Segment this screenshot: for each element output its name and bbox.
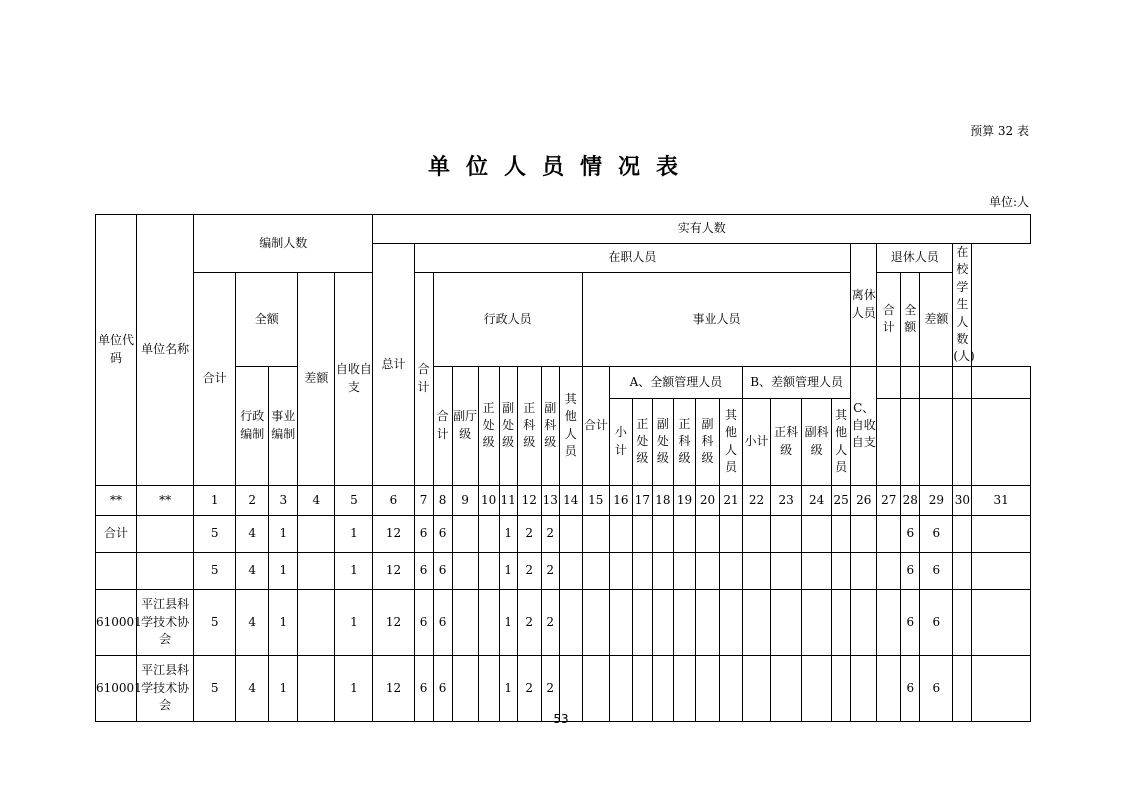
col-admin-staff: 行政人员 xyxy=(433,273,582,367)
table-cell xyxy=(720,552,743,589)
col-a-deputy-div: 副处级 xyxy=(652,398,673,485)
table-cell: 1 xyxy=(269,552,298,589)
table-cell: ** xyxy=(137,485,194,515)
col-a-chief-sec: 正科级 xyxy=(673,398,695,485)
table-cell xyxy=(582,552,609,589)
table-cell xyxy=(582,515,609,552)
col-staff-total: 合计 xyxy=(194,273,236,486)
table-cell xyxy=(632,589,652,655)
table-cell xyxy=(609,552,632,589)
table-cell: 1 xyxy=(335,515,373,552)
table-cell xyxy=(695,589,719,655)
table-cell: 12 xyxy=(373,515,414,552)
table-cell xyxy=(720,589,743,655)
table-cell: 6 xyxy=(920,589,953,655)
table-row xyxy=(96,589,1031,655)
table-cell: 9 xyxy=(452,485,478,515)
table-cell xyxy=(877,589,901,655)
table-cell: 5 xyxy=(335,485,373,515)
table-cell xyxy=(478,589,499,655)
table-cell: 610001 xyxy=(96,589,137,655)
col-deputy-sec: 副科级 xyxy=(541,366,559,485)
table-cell xyxy=(953,589,972,655)
table-cell: 6 xyxy=(920,655,953,721)
table-cell: 30 xyxy=(953,485,972,515)
table-cell: 6 xyxy=(901,589,920,655)
table-cell: 2 xyxy=(541,589,559,655)
table-cell: 2 xyxy=(517,552,541,589)
table-cell xyxy=(559,515,582,552)
table-cell: 25 xyxy=(832,485,851,515)
table-cell: 13 xyxy=(541,485,559,515)
table-cell: 6 xyxy=(433,515,452,552)
col-grand-total: 总计 xyxy=(373,244,414,486)
table-cell xyxy=(96,552,137,589)
col-in-total: 合计 xyxy=(414,273,433,486)
page-title: 单位人员情况表 xyxy=(427,154,694,180)
table-cell xyxy=(137,515,194,552)
table-cell xyxy=(298,515,335,552)
table-cell: ** xyxy=(96,485,137,515)
form-number: 预算 32 表 xyxy=(970,124,1029,138)
table-cell xyxy=(559,589,582,655)
table-cell: 7 xyxy=(414,485,433,515)
table-cell: 2 xyxy=(517,655,541,721)
table-cell xyxy=(851,515,877,552)
col-b-other: 其他人员 xyxy=(832,398,851,485)
table-cell: 2 xyxy=(541,655,559,721)
col-actual: 实有人数 xyxy=(373,215,1031,244)
table-cell xyxy=(771,552,802,589)
col-deputy-dept: 副厅级 xyxy=(452,366,478,485)
table-cell xyxy=(972,515,1031,552)
table-cell: 1 xyxy=(269,655,298,721)
table-cell xyxy=(298,589,335,655)
table-cell: 1 xyxy=(499,655,517,721)
table-cell xyxy=(652,515,673,552)
table-cell xyxy=(582,589,609,655)
col-a-chief-div: 正处级 xyxy=(632,398,652,485)
table-cell xyxy=(953,515,972,552)
col-retired-diff: 差额 xyxy=(920,273,953,367)
table-cell: 12 xyxy=(373,552,414,589)
table-cell xyxy=(802,552,832,589)
table-cell xyxy=(673,552,695,589)
table-cell xyxy=(609,515,632,552)
table-cell xyxy=(695,515,719,552)
col-a-group: A、全额管理人员 xyxy=(609,366,742,398)
table-cell: 平江县科学技术协会 xyxy=(137,655,194,721)
table-cell: 6 xyxy=(433,552,452,589)
table-cell: 合计 xyxy=(96,515,137,552)
table-cell xyxy=(452,589,478,655)
table-cell: 22 xyxy=(743,485,771,515)
col-inst-post: 事业编制 xyxy=(269,366,298,485)
table-cell: 3 xyxy=(269,485,298,515)
table-cell xyxy=(802,589,832,655)
col-deputy-div: 副处级 xyxy=(499,366,517,485)
table-cell xyxy=(877,552,901,589)
col-inst-staff: 事业人员 xyxy=(582,273,850,367)
col-a-deputy-sec: 副科级 xyxy=(695,398,719,485)
col-retired-total: 合计 xyxy=(877,273,901,367)
table-cell xyxy=(743,515,771,552)
table-cell: 1 xyxy=(269,589,298,655)
table-cell: 6 xyxy=(414,655,433,721)
table-cell: 2 xyxy=(541,515,559,552)
table-cell: 6 xyxy=(414,515,433,552)
table-cell: 6 xyxy=(414,589,433,655)
col-diff: 差额 xyxy=(298,273,335,486)
table-cell xyxy=(652,589,673,655)
table-cell xyxy=(632,515,652,552)
col-a-subtotal: 小计 xyxy=(609,398,632,485)
table-cell: 6 xyxy=(373,485,414,515)
table-cell xyxy=(832,552,851,589)
col-staffing: 编制人数 xyxy=(194,215,373,273)
table-cell xyxy=(652,552,673,589)
table-cell: 6 xyxy=(901,515,920,552)
table-cell xyxy=(972,589,1031,655)
table-cell: 8 xyxy=(433,485,452,515)
col-b-deputy-sec: 副科级 xyxy=(802,398,832,485)
table-cell xyxy=(632,552,652,589)
table-cell xyxy=(771,589,802,655)
col-b-subtotal: 小计 xyxy=(743,398,771,485)
table-cell: 12 xyxy=(373,655,414,721)
col-retired: 退休人员 xyxy=(877,244,953,273)
table-cell: 10 xyxy=(478,485,499,515)
table-cell xyxy=(452,515,478,552)
table-cell xyxy=(478,552,499,589)
table-cell xyxy=(771,515,802,552)
table-cell xyxy=(743,552,771,589)
table-cell xyxy=(832,589,851,655)
table-cell xyxy=(743,589,771,655)
table-cell: 11 xyxy=(499,485,517,515)
table-row xyxy=(96,552,1031,589)
table-cell: 5 xyxy=(194,589,236,655)
table-cell: 平江县科学技术协会 xyxy=(137,589,194,655)
table-cell: 31 xyxy=(972,485,1031,515)
col-retired-cadre: 离休人员 xyxy=(851,244,877,367)
table-cell: 28 xyxy=(901,485,920,515)
col-b-group: B、差额管理人员 xyxy=(743,366,851,398)
table-cell: 6 xyxy=(920,552,953,589)
col-chief-div: 正处级 xyxy=(478,366,499,485)
col-admin-total: 合计 xyxy=(433,366,452,485)
staff-table xyxy=(95,214,1031,722)
index-row xyxy=(96,485,1031,515)
table-cell: 1 xyxy=(335,655,373,721)
table-cell: 2 xyxy=(517,515,541,552)
col-full: 全额 xyxy=(236,273,298,367)
table-cell: 4 xyxy=(236,552,269,589)
table-cell: 29 xyxy=(920,485,953,515)
table-cell xyxy=(137,552,194,589)
table-cell: 21 xyxy=(720,485,743,515)
table-cell: 15 xyxy=(582,485,609,515)
table-cell: 4 xyxy=(236,655,269,721)
table-cell: 23 xyxy=(771,485,802,515)
table-cell xyxy=(953,552,972,589)
table-cell: 6 xyxy=(433,655,452,721)
col-other: 其他人员 xyxy=(559,366,582,485)
table-row xyxy=(96,515,1031,552)
table-cell: 18 xyxy=(652,485,673,515)
table-cell: 6 xyxy=(901,552,920,589)
table-cell: 12 xyxy=(373,589,414,655)
col-inst-total: 合计 xyxy=(582,366,609,485)
table-cell: 5 xyxy=(194,515,236,552)
col-self: 自收自支 xyxy=(335,273,373,486)
table-cell xyxy=(559,552,582,589)
table-cell xyxy=(452,552,478,589)
unit-label: 单位:人 xyxy=(988,195,1029,209)
table-cell: 1 xyxy=(499,589,517,655)
table-cell: 19 xyxy=(673,485,695,515)
table-cell xyxy=(832,515,851,552)
table-cell: 4 xyxy=(298,485,335,515)
table-cell xyxy=(851,589,877,655)
table-cell: 1 xyxy=(499,552,517,589)
table-cell: 1 xyxy=(335,552,373,589)
table-cell: 1 xyxy=(499,515,517,552)
table-cell: 24 xyxy=(802,485,832,515)
col-unit-name: 单位名称 xyxy=(137,215,194,486)
table-cell: 6 xyxy=(920,515,953,552)
table-cell: 20 xyxy=(695,485,719,515)
table-cell: 12 xyxy=(517,485,541,515)
table-cell xyxy=(802,515,832,552)
table-cell xyxy=(673,589,695,655)
table-cell: 5 xyxy=(194,655,236,721)
col-unit-code: 单位代码 xyxy=(96,215,137,486)
col-retired-full: 全额 xyxy=(901,273,920,367)
col-chief-sec: 正科级 xyxy=(517,366,541,485)
table-cell: 1 xyxy=(194,485,236,515)
table-cell: 4 xyxy=(236,589,269,655)
table-cell xyxy=(298,552,335,589)
col-a-other: 其他人员 xyxy=(720,398,743,485)
table-cell: 1 xyxy=(335,589,373,655)
col-students: 在校学生人数(人) xyxy=(953,244,972,367)
table-cell: 5 xyxy=(194,552,236,589)
table-cell: 610001 xyxy=(96,655,137,721)
table-cell: 16 xyxy=(609,485,632,515)
table-cell xyxy=(478,515,499,552)
col-c-group: C、自收自支 xyxy=(851,366,877,485)
table-cell xyxy=(695,552,719,589)
table-cell: 27 xyxy=(877,485,901,515)
table-cell: 6 xyxy=(414,552,433,589)
table-cell: 4 xyxy=(236,515,269,552)
table-cell: 17 xyxy=(632,485,652,515)
table-cell xyxy=(720,515,743,552)
col-b-chief-sec: 正科级 xyxy=(771,398,802,485)
table-cell xyxy=(972,552,1031,589)
table-cell: 2 xyxy=(541,552,559,589)
table-cell: 6 xyxy=(901,655,920,721)
table-cell: 6 xyxy=(433,589,452,655)
table-cell xyxy=(877,515,901,552)
col-in-service: 在职人员 xyxy=(414,244,851,273)
table-cell xyxy=(851,552,877,589)
table-cell: 14 xyxy=(559,485,582,515)
table-cell: 2 xyxy=(236,485,269,515)
table-cell: 26 xyxy=(851,485,877,515)
table-cell xyxy=(609,589,632,655)
table-cell: 2 xyxy=(517,589,541,655)
table-cell xyxy=(673,515,695,552)
table-cell: 1 xyxy=(269,515,298,552)
page-number: 53 xyxy=(553,712,569,726)
col-admin-post: 行政编制 xyxy=(236,366,269,485)
